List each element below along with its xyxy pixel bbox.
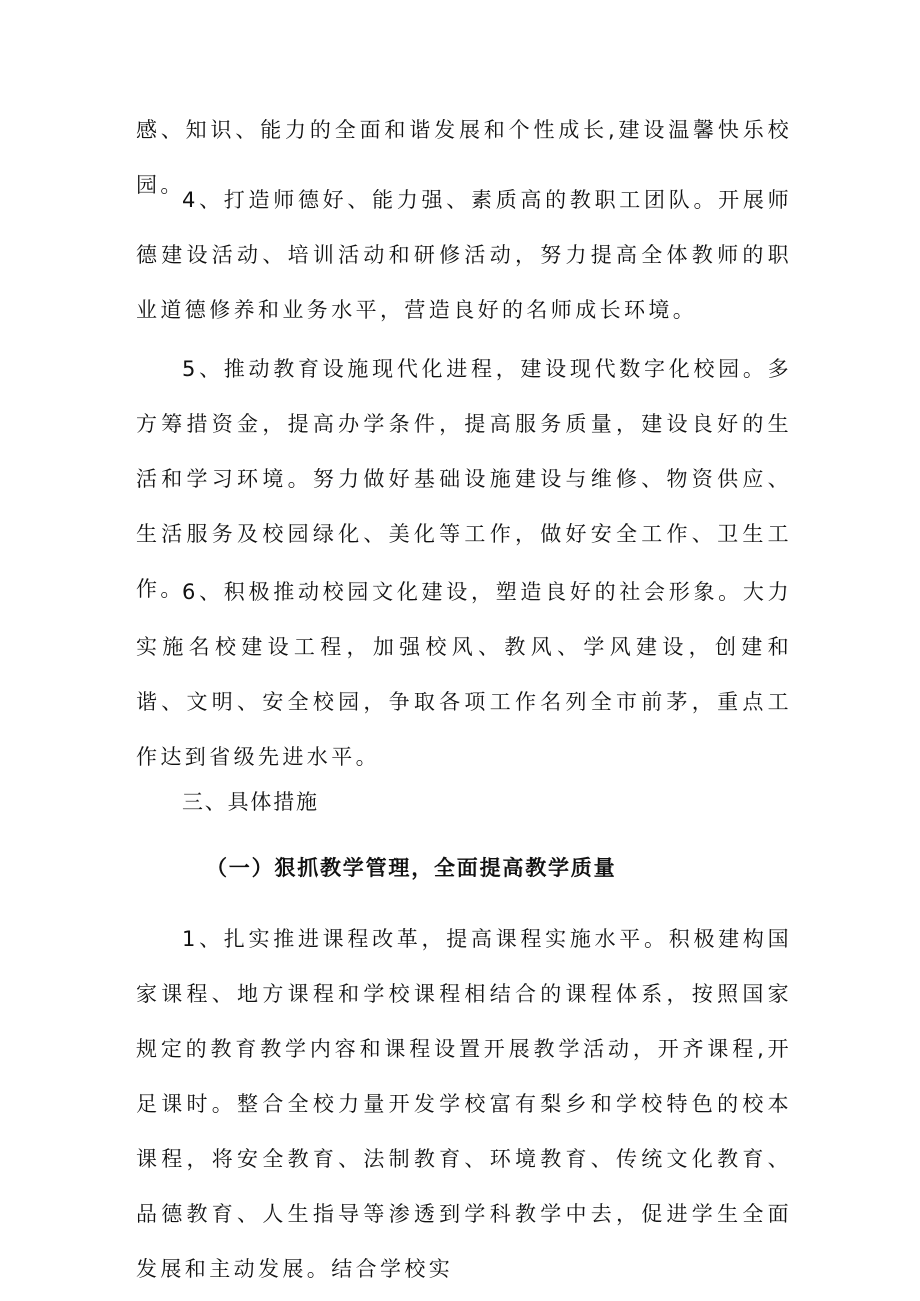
subsection-heading: （一）狠抓教学管理，全面提高教学质量	[206, 856, 617, 880]
paragraph-item-6: 6、积极推动校园文化建设，塑造良好的社会形象。大力实施名校建设工程，加强校风、教风、学风建设，创建和谐、文明、安全校园，争取各项工作名列全市前茅，重点工作达到省级先进水平。	[136, 580, 792, 769]
paragraph-item-4: 4、打造师德好、能力强、素质高的教职工团队。开展师德建设活动、培训活动和研修活动，努力提高全体教师的职业道德修养和业务水平，营造良好的名师成长环境。	[136, 188, 792, 322]
paragraph-continuation: 感、知识、能力的全面和谐发展和个性成长,建设温馨快乐校园。	[136, 118, 792, 197]
paragraph-item-1: 1、扎实推进课程改革，提高课程实施水平。积极建构国家课程、地方课程和学校课程相结合的课程体系，按照国家规定的教育教学内容和课程设置开展教学活动，开齐课程,开足课时。整合全校力量开发学校富有梨乡和学校特色的校本课程，将安全教育、法制教育、环境教育、传统文化教育、品德教育、人生指导等渗透到学科教学中去，促进学生全面发展和主动发展。结合学校实	[136, 927, 792, 1281]
section-heading: 三、具体措施	[182, 790, 319, 814]
paragraph-item-5: 5、推动教育设施现代化进程，建设现代数字化校园。多方筹措资金，提高办学条件，提高服务质量，建设良好的生活和学习环境。努力做好基础设施建设与维修、物资供应、生活服务及校园绿化、美化等工作，做好安全工作、卫生工作。	[136, 357, 792, 601]
